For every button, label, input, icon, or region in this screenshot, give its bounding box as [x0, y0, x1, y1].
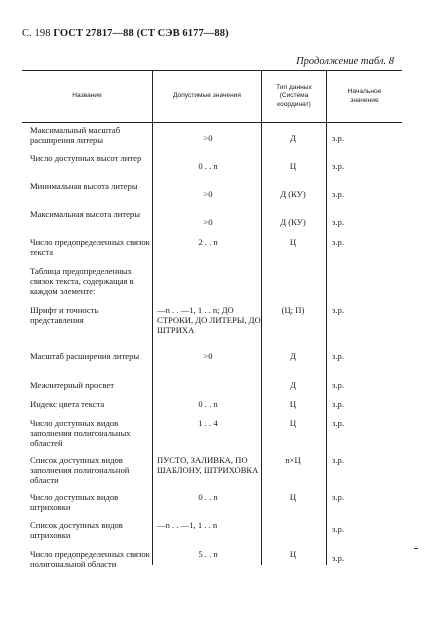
- row-initial: з.р.: [332, 492, 344, 502]
- row-initial: з.р.: [332, 305, 344, 315]
- row-values: —n . . —1, 1 . . n; ДО СТРОКИ, ДО ЛИТЕРЫ, ДО ШТРИХА: [157, 305, 261, 336]
- margin-mark: [414, 548, 418, 549]
- row-name: Число доступных видов штриховки: [30, 492, 119, 513]
- row-name: Шрифт и точность представления: [30, 305, 99, 326]
- row-type: Д (КУ): [280, 189, 306, 199]
- row-type: (Ц; П): [281, 305, 305, 315]
- row-type: Ц: [289, 161, 297, 171]
- row-values: 1 . . 4: [198, 418, 218, 428]
- row-initial: з.р.: [332, 553, 344, 563]
- row-name: Число доступных высот литер: [30, 153, 142, 163]
- row-initial: з.р.: [332, 217, 344, 227]
- row-name: Межлитерный просвет: [30, 380, 114, 390]
- row-values: >0: [203, 133, 213, 143]
- row-values: >0: [203, 217, 213, 227]
- table-continuation-label: Продолжение табл. 8: [296, 56, 394, 67]
- row-name: Список доступных видов заполнения полигональной области: [30, 455, 130, 486]
- row-name: Индекс цвета текста: [30, 399, 105, 409]
- row-initial: з.р.: [332, 418, 344, 428]
- row-type: n×Ц: [285, 455, 301, 465]
- row-type: Ц: [289, 492, 297, 502]
- page-header: [22, 28, 229, 39]
- row-name: Масштаб расширения литеры: [30, 351, 140, 361]
- standard-number: ГОСТ 27817—88: [53, 28, 134, 39]
- column-divider-1: [152, 70, 153, 565]
- column-divider-3: [326, 70, 327, 565]
- row-type: Д (КУ): [280, 217, 306, 227]
- row-values: 0 . . n: [198, 399, 218, 409]
- standard-equivalent: (СТ СЭВ 6177—88): [136, 28, 229, 39]
- row-initial: з.р.: [332, 161, 344, 171]
- row-type: Ц: [289, 399, 297, 409]
- row-name: Число предопределенных связок полигональной области: [30, 549, 150, 570]
- row-name: Число доступных видов заполнения полигональных областей: [30, 418, 131, 449]
- row-name: Минимальная высота литеры: [30, 181, 138, 191]
- row-type: Д: [290, 380, 296, 390]
- row-name: Список доступных видов штриховки: [30, 520, 123, 541]
- row-initial: з.р.: [332, 380, 344, 390]
- row-values: 0 . . n: [198, 492, 218, 502]
- row-values: —n . . —1, 1 . . n: [157, 520, 218, 530]
- row-initial: з.р.: [332, 399, 344, 409]
- row-initial: з.р.: [332, 237, 344, 247]
- row-values: >0: [203, 189, 213, 199]
- row-initial: з.р.: [332, 189, 344, 199]
- row-type: Ц: [289, 237, 297, 247]
- column-header-type: Тип данных (Система координат): [276, 84, 312, 108]
- page-number: С. 198: [22, 28, 51, 39]
- table-header: [22, 70, 402, 123]
- row-initial: з.р.: [332, 455, 344, 465]
- column-header-name: Название: [72, 92, 102, 100]
- row-initial: з.р.: [332, 351, 344, 361]
- row-values: 2 . . n: [198, 237, 218, 247]
- row-type: Д: [290, 133, 296, 143]
- column-header-values: Допустимые значения: [173, 92, 241, 100]
- row-initial: з.р.: [332, 524, 344, 534]
- row-values: 0 . . n: [198, 161, 218, 171]
- row-type: Д: [290, 351, 296, 361]
- row-values: ПУСТО, ЗАЛИВКА, ПО ШАБЛОНУ, ШТРИХОВКА: [157, 455, 259, 476]
- column-header-initial: Начальное значение: [347, 88, 382, 104]
- row-values: 5 . . n: [198, 549, 218, 559]
- row-name: Таблица предопределенных связок текста, содержащая в каждом элементе:: [30, 266, 134, 297]
- row-name: Число предопределенных связок текста: [30, 237, 150, 258]
- row-type: Ц: [289, 418, 297, 428]
- row-values: >0: [203, 351, 213, 361]
- row-type: Ц: [289, 549, 297, 559]
- row-name: Максимальный масштаб расширения литеры: [30, 125, 121, 146]
- row-name: Максимальная высота литеры: [30, 209, 141, 219]
- row-initial: з.р.: [332, 133, 344, 143]
